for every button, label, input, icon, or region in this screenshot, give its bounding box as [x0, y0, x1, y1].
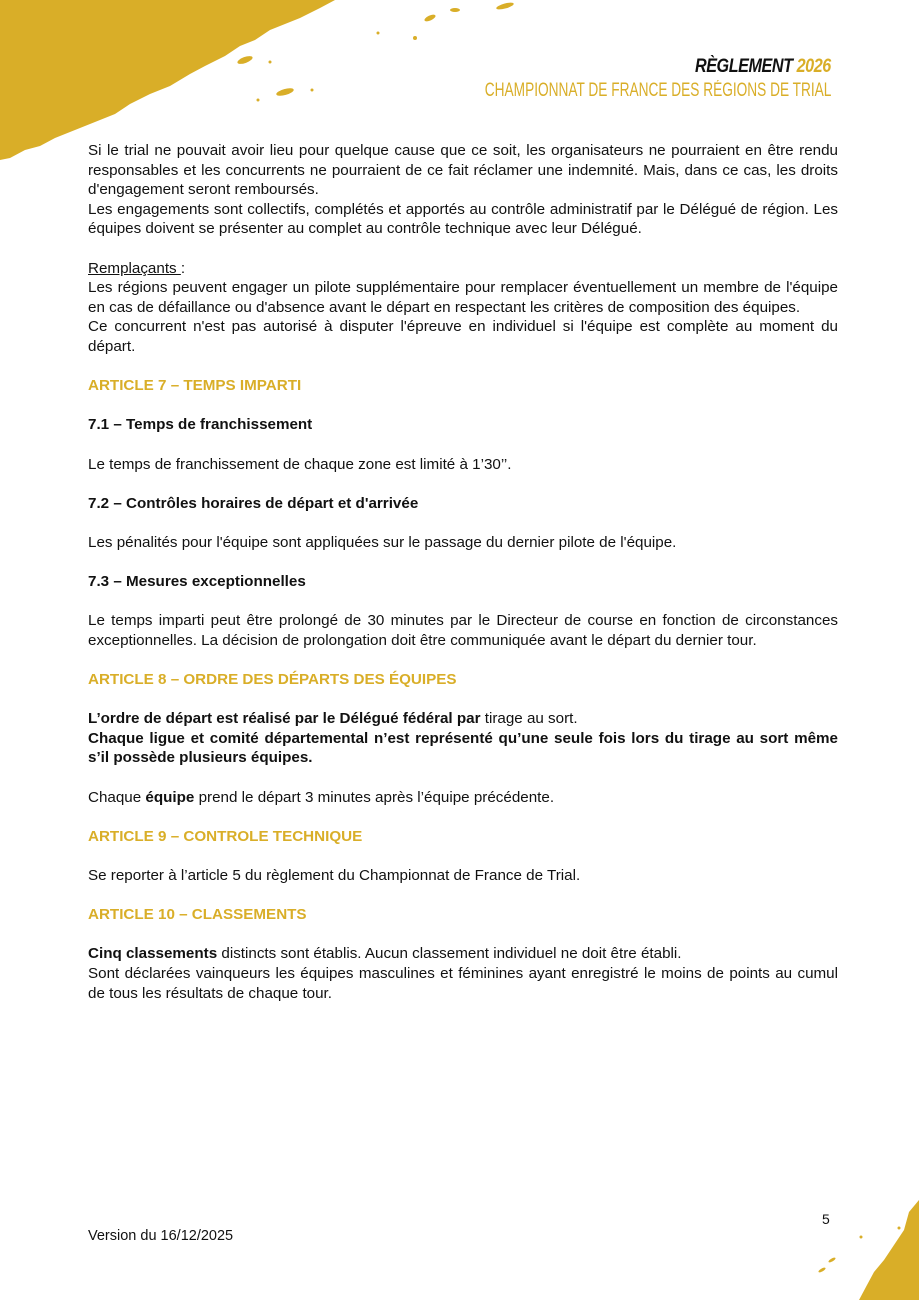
section-7-3-heading: 7.3 – Mesures exceptionnelles	[88, 573, 306, 591]
paragraph: Les régions peuvent engager un pilote supplémentaire pour remplacer éventuellement un membre de l'équipe en cas de défaillance ou d'absence avant le départ en respectant les critères de composition des équipes.	[88, 279, 838, 316]
paragraph: Chaque ligue et comité départemental n’est représenté qu’une seule fois lors du tirage au sort même s’il possède plusieurs équipes.	[88, 729, 838, 767]
article-10-heading: ARTICLE 10 – CLASSEMENTS	[88, 906, 307, 924]
paragraph: Les pénalités pour l'équipe sont appliquées sur le passage du dernier pilote de l'équipe.	[88, 533, 677, 551]
paragraph: L’ordre de départ est réalisé par le Délégué fédéral par tirage au sort.	[88, 710, 578, 728]
paragraph: Se reporter à l’article 5 du règlement du Championnat de France de Trial.	[88, 866, 581, 884]
paragraph: Si le trial ne pouvait avoir lieu pour quelque cause que ce soit, les organisateurs ne pourraient en être rendu responsables et les concurrents ne pourraient de ce fait réclamer une indemnité. Mais, dans ce cas, les droits d'engagement seront remboursés.	[88, 142, 838, 199]
paragraph: Chaque équipe prend le départ 3 minutes après l’équipe précédente.	[88, 788, 555, 806]
paragraph: Sont déclarées vainqueurs les équipes masculines et féminines ayant enregistré le moins de points au cumul de tous les résultats de chaque tour.	[88, 964, 838, 1002]
paint-splash-decoration-bottom	[759, 1190, 919, 1300]
article-9-heading: ARTICLE 9 – CONTROLE TECHNIQUE	[88, 827, 363, 845]
reglement-year: 2026	[796, 56, 831, 77]
remplacants-heading: Remplaçants :	[88, 259, 186, 277]
document-body	[88, 141, 838, 1003]
paragraph: Les engagements sont collectifs, complétés et apportés au contrôle administratif par le Délégué de région. Les équipes doivent se présenter au complet au contrôle technique avec leur Délégué.	[88, 200, 838, 238]
paragraph: Le temps de franchissement de chaque zone est limité à 1’30’’.	[88, 455, 512, 473]
paragraph: Le temps imparti peut être prolongé de 30 minutes par le Directeur de course en fonction de circonstances exceptionnelles. La décision de prolongation doit être communiquée avant le départ du dernier tour.	[88, 612, 838, 649]
section-7-2-heading: 7.2 – Contrôles horaires de départ et d'arrivée	[88, 494, 419, 512]
paragraph: Ce concurrent n'est pas autorisé à disputer l'épreuve en individuel si l'équipe est complète au moment du départ.	[88, 318, 838, 355]
version-date: Version du 16/12/2025	[88, 1228, 234, 1244]
championship-title: CHAMPIONNAT DE FRANCE DES RÉGIONS DE TRIAL	[484, 80, 831, 101]
section-7-1-heading: 7.1 – Temps de franchissement	[88, 416, 313, 434]
page-number: 5	[822, 1211, 830, 1227]
document-header	[350, 56, 831, 102]
article-8-heading: ARTICLE 8 – ORDRE DES DÉPARTS DES ÉQUIPES	[88, 671, 457, 689]
paragraph: Cinq classements distincts sont établis. Aucun classement individuel ne doit être établi.	[88, 945, 682, 963]
article-7-heading: ARTICLE 7 – TEMPS IMPARTI	[88, 377, 302, 395]
reglement-title: RÈGLEMENT 2026	[695, 56, 831, 77]
